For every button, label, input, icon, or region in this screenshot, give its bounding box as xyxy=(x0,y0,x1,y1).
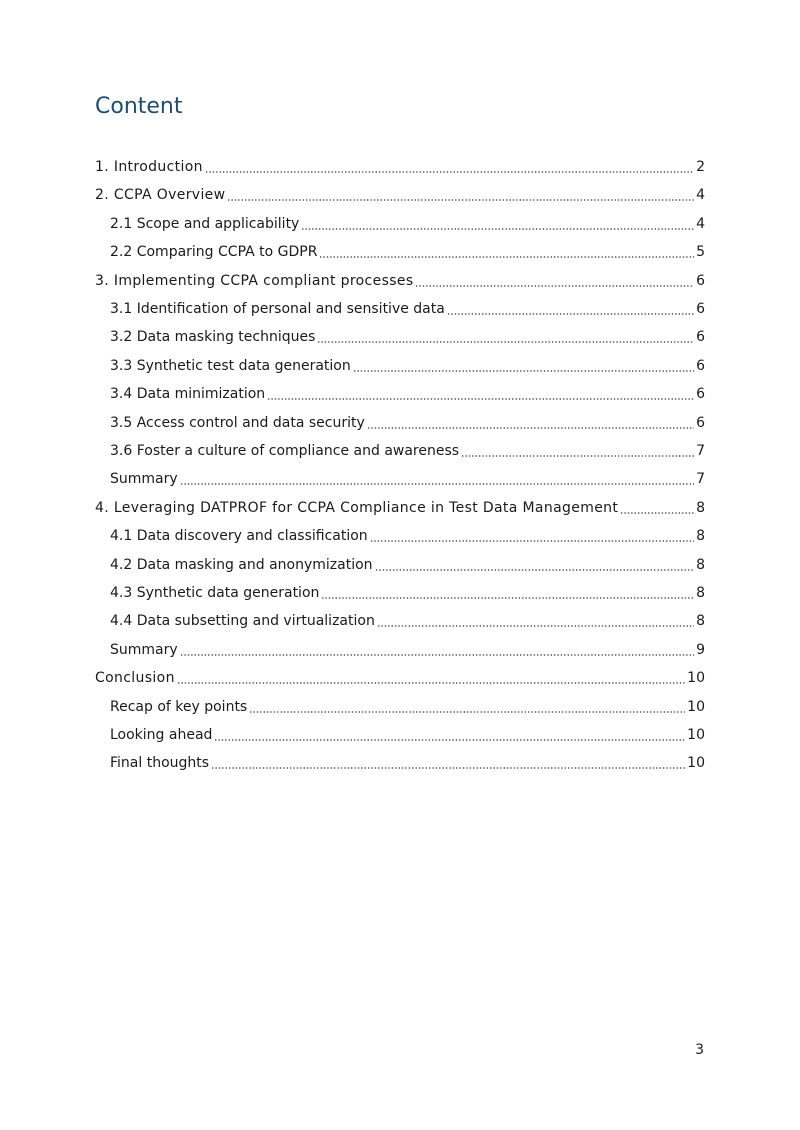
dot-leader xyxy=(375,569,695,571)
toc-entry-label: Conclusion xyxy=(95,670,175,687)
dot-leader xyxy=(214,739,685,741)
toc-entry[interactable] xyxy=(110,553,705,577)
dot-leader xyxy=(367,427,694,429)
toc-entry[interactable] xyxy=(110,240,705,264)
toc-entry-label: 4. Leveraging DATPROF for CCPA Compliance in Test Data Management xyxy=(95,499,619,516)
dot-leader xyxy=(317,341,694,343)
toc-entry[interactable] xyxy=(110,325,705,349)
dot-leader xyxy=(180,483,694,485)
toc-entry[interactable] xyxy=(110,467,705,491)
toc-entry-page: 10 xyxy=(687,755,705,772)
dot-leader xyxy=(447,313,694,315)
toc-entry-label: 3.5 Access control and data security xyxy=(110,414,365,431)
toc-entry-page: 8 xyxy=(696,613,705,630)
toc-entry-page: 4 xyxy=(696,187,705,204)
toc-entry-label: 3.2 Data masking techniques xyxy=(110,329,316,346)
toc-entry[interactable] xyxy=(110,411,705,435)
dot-leader xyxy=(377,625,694,627)
toc-entry[interactable] xyxy=(110,751,705,775)
toc-entry[interactable] xyxy=(110,524,705,548)
toc-entry[interactable] xyxy=(110,638,705,662)
toc-entry-label: 2.1 Scope and applicability xyxy=(110,215,300,232)
toc-entry-page: 10 xyxy=(687,727,705,743)
toc-entry-label: 4.4 Data subsetting and virtualization xyxy=(110,613,375,630)
toc-entry-label: 4.2 Data masking and anonymization xyxy=(110,556,373,573)
toc-entry-label: 3.4 Data minimization xyxy=(110,386,266,403)
toc-entry-page: 6 xyxy=(696,414,705,431)
toc-entry-label: Final thoughts xyxy=(110,755,210,772)
toc-entry-page: 4 xyxy=(696,215,705,232)
toc-entry[interactable] xyxy=(110,212,705,236)
toc-entry-label: 2. CCPA Overview xyxy=(95,187,226,204)
toc-entry-page: 10 xyxy=(687,698,705,715)
dot-leader xyxy=(370,540,694,542)
toc-entry-label: Summary xyxy=(110,641,178,658)
toc-entry[interactable] xyxy=(95,269,705,293)
toc-entry-label: 1. Introduction xyxy=(95,159,203,175)
toc-entry-label: 3. Implementing CCPA compliant processes xyxy=(95,272,414,289)
toc-entry-label: 4.1 Data discovery and classification xyxy=(110,528,368,545)
dot-leader xyxy=(301,228,694,230)
toc-entry-page: 5 xyxy=(696,244,705,261)
toc-entry[interactable] xyxy=(110,695,705,719)
dot-leader xyxy=(177,682,685,684)
toc-entry[interactable] xyxy=(95,183,705,207)
toc-entry-label: Summary xyxy=(110,471,178,488)
dot-leader xyxy=(227,199,694,201)
toc-entry-label: Recap of key points xyxy=(110,698,248,715)
toc-entry[interactable] xyxy=(110,609,705,633)
toc-entry-page: 8 xyxy=(696,556,705,573)
toc-entry[interactable] xyxy=(110,439,705,463)
dot-leader xyxy=(319,256,694,258)
toc-entry-page: 7 xyxy=(696,443,705,459)
toc-entry[interactable] xyxy=(95,666,705,690)
dot-leader xyxy=(205,171,694,173)
toc-entry[interactable] xyxy=(110,354,705,378)
page-number: 3 xyxy=(695,1042,704,1058)
toc-entry-page: 9 xyxy=(696,641,705,658)
toc-entry[interactable] xyxy=(110,382,705,406)
dot-leader xyxy=(415,285,694,287)
toc-entry-page: 6 xyxy=(696,386,705,403)
toc-entry-page: 8 xyxy=(696,585,705,601)
toc-entry[interactable] xyxy=(95,155,705,179)
toc-entry-page: 6 xyxy=(696,301,705,317)
toc-entry-label: Looking ahead xyxy=(110,727,213,743)
toc-entry-page: 6 xyxy=(696,357,705,374)
toc-entry-page: 2 xyxy=(696,159,705,175)
toc-entry-page: 6 xyxy=(696,272,705,289)
page-title: Content xyxy=(95,94,183,119)
toc-entry-page: 10 xyxy=(687,670,705,687)
toc-entry-page: 8 xyxy=(696,528,705,545)
toc-entry-label: 3.3 Synthetic test data generation xyxy=(110,357,351,374)
toc-entry[interactable] xyxy=(110,581,705,605)
toc-entry-label: 3.6 Foster a culture of compliance and awareness xyxy=(110,443,460,459)
toc-entry[interactable] xyxy=(110,723,705,747)
toc-entry-label: 3.1 Identification of personal and sensitive data xyxy=(110,301,445,317)
toc-entry[interactable] xyxy=(95,496,705,520)
toc-entry-label: 2.2 Comparing CCPA to GDPR xyxy=(110,244,318,261)
toc-entry[interactable] xyxy=(110,297,705,321)
dot-leader xyxy=(180,654,694,656)
toc-entry-page: 6 xyxy=(696,329,705,346)
toc-entry-page: 7 xyxy=(696,471,705,488)
dot-leader xyxy=(321,597,694,599)
toc-entry-label: 4.3 Synthetic data generation xyxy=(110,585,320,601)
dot-leader xyxy=(249,711,685,713)
dot-leader xyxy=(620,512,694,514)
toc-entry-page: 8 xyxy=(696,499,705,516)
dot-leader xyxy=(211,767,685,769)
dot-leader xyxy=(353,370,694,372)
dot-leader xyxy=(267,398,694,400)
dot-leader xyxy=(461,455,694,457)
